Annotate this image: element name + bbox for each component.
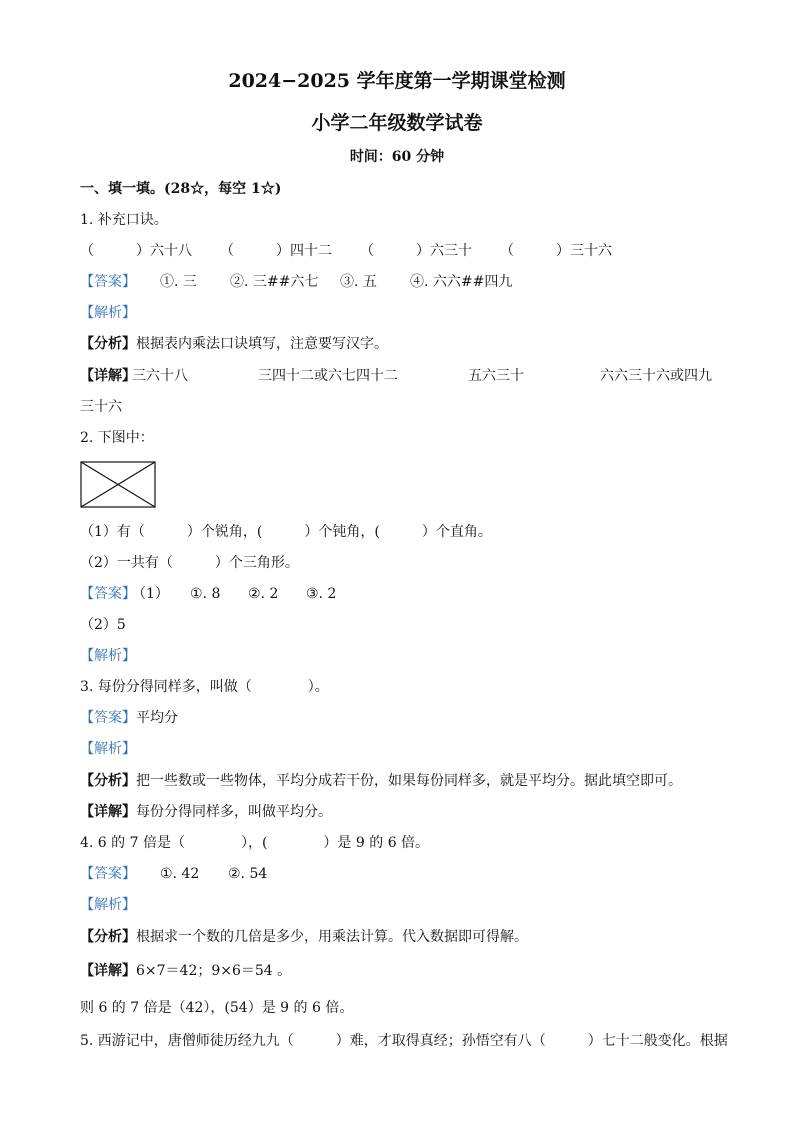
- q4-answer-tag: 【答案】: [80, 866, 136, 882]
- q1-detail-cont: 三十六: [80, 399, 122, 415]
- page-title: 2024−2025 学年度第一学期课堂检测: [228, 70, 566, 92]
- q1-answer-3: ③. 五: [340, 274, 377, 290]
- q1-answer-2: ②. 三##六七: [230, 274, 319, 290]
- section-heading: 一、填一填。(28☆，每空 1☆): [80, 181, 282, 197]
- q1-analysis-tag: 【解析】: [80, 305, 136, 321]
- q2-answer-1: ①. 8: [190, 586, 221, 602]
- q3-answer-text: 平均分: [136, 710, 178, 726]
- q1-detail-2: 三四十二或六七四十二: [258, 368, 398, 384]
- q1-fenxi-tag: 【分析】: [80, 336, 136, 352]
- q1-detail-4: 六六三十六或四九: [600, 368, 712, 384]
- q1-blank-1: （ ）六十八: [80, 243, 192, 259]
- q3-fenxi-tag: 【分析】: [80, 773, 136, 789]
- q1-blank-3: （ ）六三十: [360, 243, 472, 259]
- q3-answer: [80, 709, 178, 727]
- q4-answer-1: ①. 42: [160, 866, 200, 882]
- q3-detail-tag: 【详解】: [80, 804, 136, 820]
- exam-time: 时间：60 分钟: [349, 149, 445, 165]
- q1-fenxi-text: 根据表内乘法口诀填写，注意要写汉字。: [136, 336, 388, 352]
- q3-detail: [80, 803, 332, 821]
- q1-blank-4: （ ）三十六: [500, 243, 612, 259]
- q1-answer-1: ①. 三: [160, 274, 197, 290]
- q3-answer-tag: 【答案】: [80, 710, 136, 726]
- q4-fenxi-text: 根据求一个数的几倍是多少，用乘法计算。代入数据即可得解。: [136, 929, 528, 945]
- q1-stem: 1. 补充口诀。: [80, 212, 168, 228]
- q1-detail-3: 五六三十: [468, 368, 524, 384]
- q4-stem: 4. 6 的 7 倍是（ ），( ）是 9 的 6 倍。: [80, 835, 430, 851]
- q2-answer2: （2）5: [80, 617, 126, 633]
- q1-answer-4: ④. 六六##四九: [410, 274, 513, 290]
- q4-fenxi: [80, 928, 528, 946]
- q1-fenxi: [80, 335, 388, 353]
- q1-answer-tag: 【答案】: [80, 274, 136, 290]
- rectangle-with-diagonals-figure: [80, 461, 156, 509]
- q4-conclusion: 则 6 的 7 倍是（42），(54）是 9 的 6 倍。: [80, 1000, 354, 1016]
- page-subtitle: 小学二年级数学试卷: [311, 112, 483, 134]
- q5-stem: 5. 西游记中，唐僧师徒历经九九（ ）难，才取得真经；孙悟空有八（ ）七十二般变化。根据: [80, 1033, 728, 1049]
- q1-detail-1: 三六十八: [132, 368, 188, 384]
- q2-answer-3: ③. 2: [306, 586, 337, 602]
- q3-fenxi: [80, 772, 682, 790]
- q4-detail: [80, 962, 291, 980]
- q1-blank-2: （ ）四十二: [220, 243, 332, 259]
- q4-fenxi-tag: 【分析】: [80, 929, 136, 945]
- q2-sub1: （1）有（ ）个锐角，( ）个钝角，( ）个直角。: [80, 524, 492, 540]
- q2-answer-2: ②. 2: [248, 586, 279, 602]
- q3-stem: 3. 每份分得同样多，叫做（ ）。: [80, 679, 329, 695]
- q3-analysis-tag: 【解析】: [80, 741, 136, 757]
- q3-detail-text: 每份分得同样多，叫做平均分。: [136, 804, 332, 820]
- q4-detail-text: 6×7＝42；9×6＝54 。: [136, 963, 292, 979]
- q2-stem: 2. 下图中：: [80, 430, 154, 446]
- q4-analysis-tag: 【解析】: [80, 897, 136, 913]
- q4-answer-2: ②. 54: [228, 866, 268, 882]
- q4-detail-tag: 【详解】: [80, 963, 136, 979]
- q1-detail-tag: 【详解】: [80, 368, 136, 384]
- q2-answer-tag: 【答案】: [80, 586, 136, 602]
- q2-answer1-prefix: （1）: [132, 586, 169, 602]
- q2-sub2: （2）一共有（ ）个三角形。: [80, 555, 299, 571]
- q3-fenxi-text: 把一些数或一些物体，平均分成若干份，如果每份同样多，就是平均分。据此填空即可。: [136, 773, 682, 789]
- q2-analysis-tag: 【解析】: [80, 648, 136, 664]
